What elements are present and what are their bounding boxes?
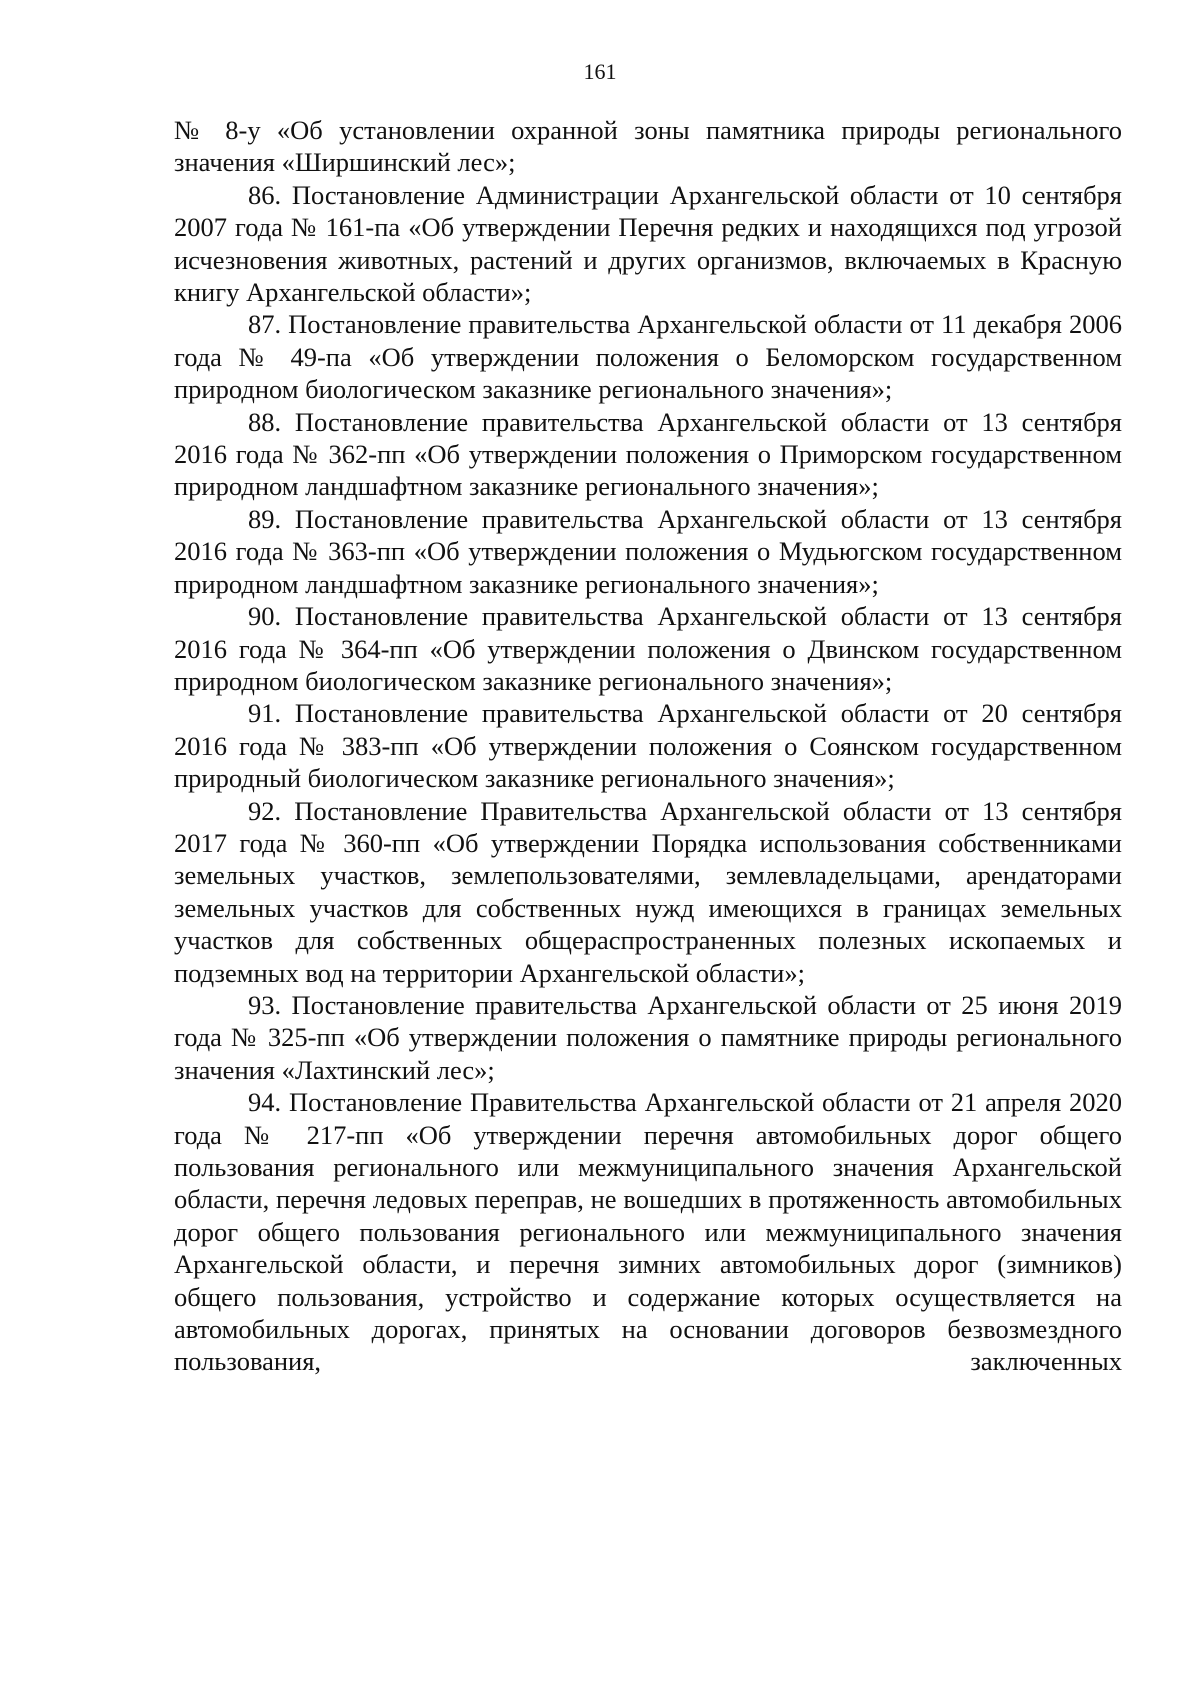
paragraph-item-89: 89. Постановление правительства Архангельской области от 13 сентября 2016 года № 363-пп «Об утверждении положения о Мудьюгском государственном природном ландшафтном заказнике регионального значения»;	[174, 503, 1122, 599]
document-body	[174, 114, 1122, 1378]
paragraph-item-94: 94. Постановление Правительства Архангельской области от 21 апреля 2020 года № 217-пп «Об утверждении перечня автомобильных дорог общего пользования регионального или межмуниципального значения Архангельской области, перечня ледовых переправ, не вошедших в протяженность автомобильных дорог общего пользования регионального или межмуниципального значения Архангельской области, и перечня зимних автомобильных дорог (зимников) общего пользования, устройство и содержание которых осуществляется на автомобильных дорогах, принятых на основании договоров безвозмездного пользования, заключенных	[174, 1087, 1122, 1377]
paragraph-item-87: 87. Постановление правительства Архангельской области от 11 декабря 2006 года № 49-па «Об утверждении положения о Беломорском государственном природном биологическом заказнике регионального значения»;	[174, 309, 1122, 405]
paragraph-item-92: 92. Постановление Правительства Архангельской области от 13 сентября 2017 года № 360-пп «Об утверждении Порядка использования собственниками земельных участков, землепользователями, землевладельцами, арендаторами земельных участков для собственных нужд имеющихся в границах земельных участков для собственных общераспространенных полезных ископаемых и подземных вод на территории Архангельской области»;	[174, 795, 1122, 988]
paragraph-continuation: № 8-у «Об установлении охранной зоны памятника природы регионального значения «Ширшинский лес»;	[174, 115, 1122, 178]
paragraph-item-90: 90. Постановление правительства Архангельской области от 13 сентября 2016 года № 364-пп «Об утверждении положения о Двинском государственном природном биологическом заказнике регионального значения»;	[174, 601, 1122, 696]
paragraph-item-86: 86. Постановление Администрации Архангельской области от 10 сентября 2007 года № 161-па «Об утверждении Перечня редких и находящихся под угрозой исчезновения животных, растений и других организмов, включаемых в Красную книгу Архангельской области»;	[174, 179, 1122, 308]
page-number: 161	[583, 59, 617, 84]
paragraph-item-93: 93. Постановление правительства Архангельской области от 25 июня 2019 года № 325-пп «Об утверждении положения о памятнике природы регионального значения «Лахтинский лес»;	[174, 989, 1122, 1085]
paragraph-item-91: 91. Постановление правительства Архангельской области от 20 сентября 2016 года № 383-пп «Об утверждении положения о Соянском государственном природный биологическом заказнике регионального значения»;	[174, 698, 1122, 794]
paragraph-item-88: 88. Постановление правительства Архангельской области от 13 сентября 2016 года № 362-пп «Об утверждении положения о Приморском государственном природном ландшафтном заказнике регионального значения»;	[174, 406, 1122, 502]
